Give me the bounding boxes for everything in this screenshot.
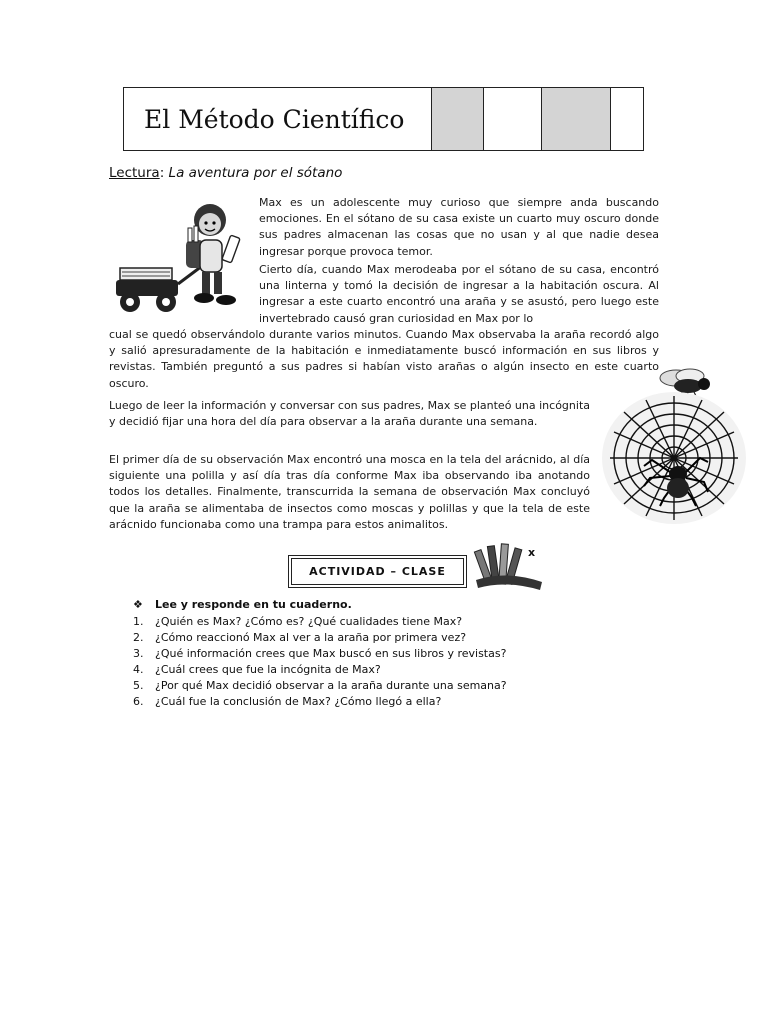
reading-heading <box>109 165 342 181</box>
questions-instruction: Lee y responde en tu cuaderno. <box>155 598 352 611</box>
paragraph-3: Luego de leer la información y conversar con sus padres, Max se planteó una incógnita y decidió fijar una hora del día para observar a la araña durante una semana. <box>109 399 590 429</box>
reading-label: Lectura <box>109 165 160 181</box>
title-box-cell-2 <box>484 88 542 150</box>
paragraph-1: Max es un adolescente muy curioso que siempre anda buscando emociones. En el sótano de su casa existe un cuarto muy oscuro donde sus padres almacenan las cosas que no usan y al que nadie desea ingresar porque provoca temor. <box>259 196 659 258</box>
reading-title: La aventura por el sótano <box>168 165 343 181</box>
title-box-cell-1 <box>432 88 484 150</box>
list-item: 2. ¿Cómo reaccionó Max al ver a la araña por primera vez? <box>133 631 467 644</box>
list-item: 1. ¿Quién es Max? ¿Cómo es? ¿Qué cualidades tiene Max? <box>133 615 463 628</box>
title-box <box>123 87 644 151</box>
title-box-cell-4 <box>611 88 642 150</box>
questions-list <box>133 614 507 710</box>
activity-box <box>291 558 464 585</box>
spider-web-illustration <box>600 390 748 526</box>
list-item: 4. ¿Cuál crees que fue la incógnita de Max? <box>133 663 381 676</box>
paragraph-4: El primer día de su observación Max encontró una mosca en la tela del arácnido, al día siguiente una polilla y así día tras día conforme Max iba observando iba anotando todos los detalles. Finalmente, transcurrida la semana de observación Max concluyó que la araña se alimentaba de insectos como moscas y polillas y que la tela de este arácnido funcionaba como una trampa para estos animalitos. <box>109 453 590 531</box>
page-title: El Método Científico <box>124 88 432 150</box>
questions-intro <box>133 598 352 611</box>
activity-label: ACTIVIDAD – CLASE <box>309 565 446 578</box>
paragraph-2-continued: cual se quedó observándolo durante varios minutos. Cuando Max observaba la araña recordó algo y salió apresuradamente de la habitación e inmediatamente buscó información en sus libros y revistas. También preguntó a sus padres si habían visto arañas o algún insecto en este cuarto oscuro. <box>109 328 659 390</box>
diamond-bullet-icon: ❖ <box>133 598 143 611</box>
pencils-illustration <box>470 540 548 592</box>
paragraph-2-wrap: Cierto día, cuando Max merodeaba por el sótano de su casa, encontró una linterna y tomó la decisión de ingresar a la habitación oscura. Al ingresar a este cuarto encontró una araña y se asustó, pero luego este invertebrado causó gran curiosidad en Max por lo <box>259 263 659 325</box>
list-item: 5. ¿Por qué Max decidió observar a la araña durante una semana? <box>133 679 507 692</box>
svg-text:x: x <box>528 546 536 559</box>
boy-wagon-illustration <box>106 196 248 320</box>
list-item: 6. ¿Cuál fue la conclusión de Max? ¿Cómo llegó a ella? <box>133 695 442 708</box>
title-box-cell-3 <box>542 88 611 150</box>
list-item: 3. ¿Qué información crees que Max buscó en sus libros y revistas? <box>133 647 507 660</box>
reading-colon: : <box>159 165 165 181</box>
